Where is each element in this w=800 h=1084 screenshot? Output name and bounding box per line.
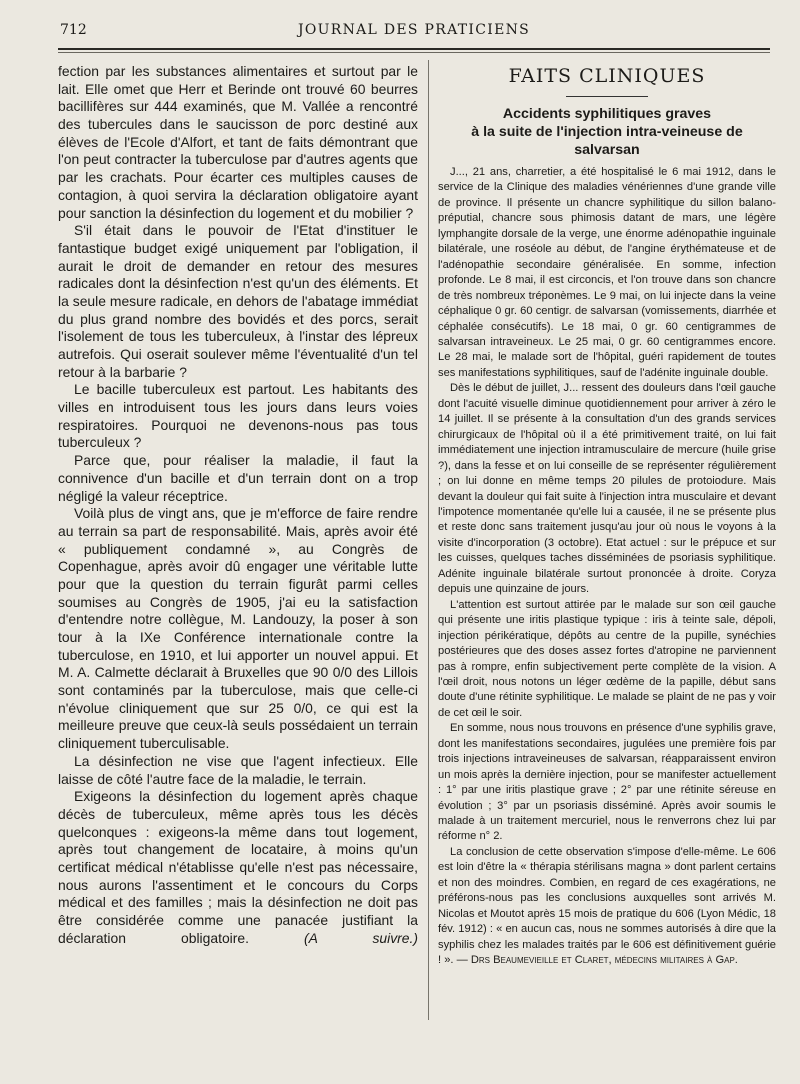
article-body bbox=[438, 165, 776, 969]
a-suivre: (A suivre.) bbox=[304, 929, 418, 946]
left-paragraph: S'il était dans le pouvoir de l'Etat d'instituer le fantastique budget exigé uniquement par l'obligation, il aurait le droit de demander en retour des mesures radicales dont la désinfection n'est qu'un des éléments. Et la seule mesure radicale, en dehors de l'abatage immédiat du plus grand nombre des bovidés et des porcs, serait l'isolement de tous les tuberculeux, à l'instar des lépreux autrefois. Qui oserait soulever même l'éventualité d'un tel retour à la barbarie ? bbox=[58, 222, 418, 380]
page-header bbox=[58, 22, 770, 44]
left-paragraph: La désinfection ne vise que l'agent infectieux. Elle laisse de côté l'autre face de la maladie, le terrain. bbox=[58, 752, 418, 787]
left-paragraph: fection par les substances alimentaires et surtout par le lait. Elle omet que Herr et Berinde ont trouvé 60 beurres bacillifères sur 444 examinés, que M. Vallée a rencontré des tubercules dans le saucisson de porc destiné aux élèves de l'Ecole d'Alfort, et tant de faits démontrant que l'on peut contracter la tuberculose par d'autres agents que par les crachats. Pour écarter ces multiples causes de contagion, à quoi servira la déclaration obligatoire ayant pour sanction la désinfection du logement et du mobilier ? bbox=[58, 63, 418, 221]
final-paragraph-text: Exigeons la désinfection du logement après chaque décès de tuberculeux, même après tous les décès quelconques : exigeons-la même dans tout logement, après tout changement de locataire, à moins qu'un certificat médical n'établisse qu'elle n'est pas nécessaire, nous aurons l'assentiment et le concours du Corps médical et des familles ; mais la désinfection ne doit pas être considérée comme une panacée justifiant la déclaration obligatoire. bbox=[58, 788, 418, 946]
article-paragraph-final bbox=[438, 845, 776, 969]
left-paragraph: Le bacille tuberculeux est partout. Les habitants des villes en introduisent tous les jours dans leurs voies respiratoires. Pourquoi ne devenons-nous pas tous tuberculeux ? bbox=[58, 381, 418, 451]
final-article-text: La conclusion de cette observation s'impose d'elle-même. Le 606 est loin d'être la « thérapia stérilisans magna » dont parlent certains et non des moindres. Combien, en regard de ces exagérations, ne préférons-nous pas les conclusions auxquelles sont arrivés M. Nicolas et Moutot après 15 mois de pratique du 606 (Lyon Médic, 18 fév. 1912) : « en aucun cas, nous ne sommes autorisés à dire que la syphilis chez les malades traités par le 606 est définitivement guérie ! ». — bbox=[438, 845, 776, 967]
article-title bbox=[438, 105, 776, 159]
right-column bbox=[438, 63, 776, 969]
journal-title: JOURNAL DES PRATICIENS bbox=[297, 22, 531, 38]
section-title: FAITS CLINIQUES bbox=[508, 65, 706, 87]
header-rule-thin bbox=[58, 52, 770, 53]
article-paragraph: L'attention est surtout attirée par le malade sur son œil gauche qui présente une iritis plastique typique : iris à teinte sale, dépoli, injection périkératique, dépôts au centre de la pupille, synéchies postérieures que des doses assez fortes d'atropine ne parviennent pas à rompre, enfin subjectivement perte complète de la vision. A l'œil droit, nous notons un léger œdème de la papille, début sans doute d'une rétinite syphilitique. Le malade se plaint de ne pas y voir de cet œil le soir. bbox=[438, 598, 776, 719]
left-paragraph-final bbox=[58, 788, 418, 947]
signature: Drs Beaumevieille et Claret, médecins militaires à Gap. bbox=[470, 954, 738, 967]
column-divider bbox=[428, 60, 429, 1020]
article-title-line-1: Accidents syphilitiques graves bbox=[502, 106, 712, 122]
page-number: 712 bbox=[60, 22, 87, 38]
left-paragraph: Parce que, pour réaliser la maladie, il faut la connivence d'un bacille et d'un terrain dont on a trop négligé la valeur réceptrice. bbox=[58, 452, 418, 504]
header-rule bbox=[58, 48, 770, 50]
article-paragraph: Dès le début de juillet, J... ressent des douleurs dans l'œil gauche dont l'acuité visuelle diminue quotidiennement pour arriver à zéro le 14 juillet. Il se présente à la consultation d'un des grands services chirurgicaux de l'hôpital où il a été primitivement traité, on lui fait immédiatement une injection intramusculaire de mercure (huile grise ?), dans la fesse et on lui conseille de se représenter régulièrement ; on lui donne en même temps 20 pilules de protoiodure. Mais devant la douleur qui fait suite à l'injection intra musculaire et devant l'impotence momentanée qu'elle lui a causée, il ne se présente plus et reste donc sans traitement jusqu'au jour où nous le voyons à la visite d'incorporation (3 octobre). Etat actuel : sur le prépuce et sur les cuisses, quelques taches disséminées de psoriasis syphilitique. Adénite inguinale bilatérale surtout prononcée à droite. Coryza depuis une quinzaine de jours. bbox=[438, 382, 776, 596]
left-paragraph: Voilà plus de vingt ans, que je m'efforce de faire rendre au terrain sa part de responsabilité. Mais, après avoir été « publiquement condamné », au Congrès de Copenhague, après avoir dû engager une véritable lutte pour que la question du terrain figurât parmi celles soumises au Congrès de 1905, j'ai eu la satisfaction d'entendre notre collègue, M. Landouzy, la poser à son tour à la IXe Conférence internationale contre la tuberculose, en 1910, et lui apporter un nouvel appui. Et M. A. Calmette déclarait à Bruxelles que 90 0/0 des Lillois sont contaminés par la tuberculose, mais que celle-ci n'évolue cliniquement que sur 25 0/0, ce qui est la meilleure preuve que ceux-là seuls possédaient un terrain cliniquement tuberculisable. bbox=[58, 505, 418, 752]
article-paragraph: En somme, nous nous trouvons en présence d'une syphilis grave, dont les manifestations secondaires, jugulées une première fois par trois injections intraveineuses de salvarsan, réapparaissent environ un mois après la dernière injection, pour se manifester actuellement : 1° par une iritis plastique grave ; 2° par une rétinite séreuse en évolution ; 3° par un psoriasis disséminé. Après avoir soumis le malade à un traitement mercuriel, nous le renverrons chez lui par réforme n° 2. bbox=[438, 722, 776, 843]
article-title-line-2: à la suite de l'injection intra-veineuse de salvarsan bbox=[471, 124, 743, 158]
article-paragraph: J..., 21 ans, charretier, a été hospitalisé le 6 mai 1912, dans le service de la Clinique des maladies vénériennes d'une grande ville de province. Il présente un chancre syphilitique du sillon balano-préputial, chancre sous phimosis datant de mars, une légère lymphangite dorsale de la verge, une énorme adénopathie inguinale bilatérale, une roséole au début, de l'angine érythémateuse et de l'adénopathie secondaire généralisée. En somme, infection profonde. Le 8 mai, il est circoncis, et l'on trouve dans son chancre de très nombreux tréponèmes. Le 9 mai, on lui injecte dans la veine céphalique 0 gr. 60 centigr. de salvarsan (vomissements, diarrhée et céphalée consécutifs). Le 18 mai, 0 gr. 60 centigrammes de salvarsan intraveineux. Le 25 mai, 0 gr. 60 centigrammes encore. Le 28 mai, le malade sort de l'hôpital, guéri rapidement de toutes ses manifestations syphilitiques, sauf de l'adénite inguinale double. bbox=[438, 166, 776, 379]
left-column bbox=[58, 63, 418, 947]
section-rule bbox=[566, 96, 648, 97]
